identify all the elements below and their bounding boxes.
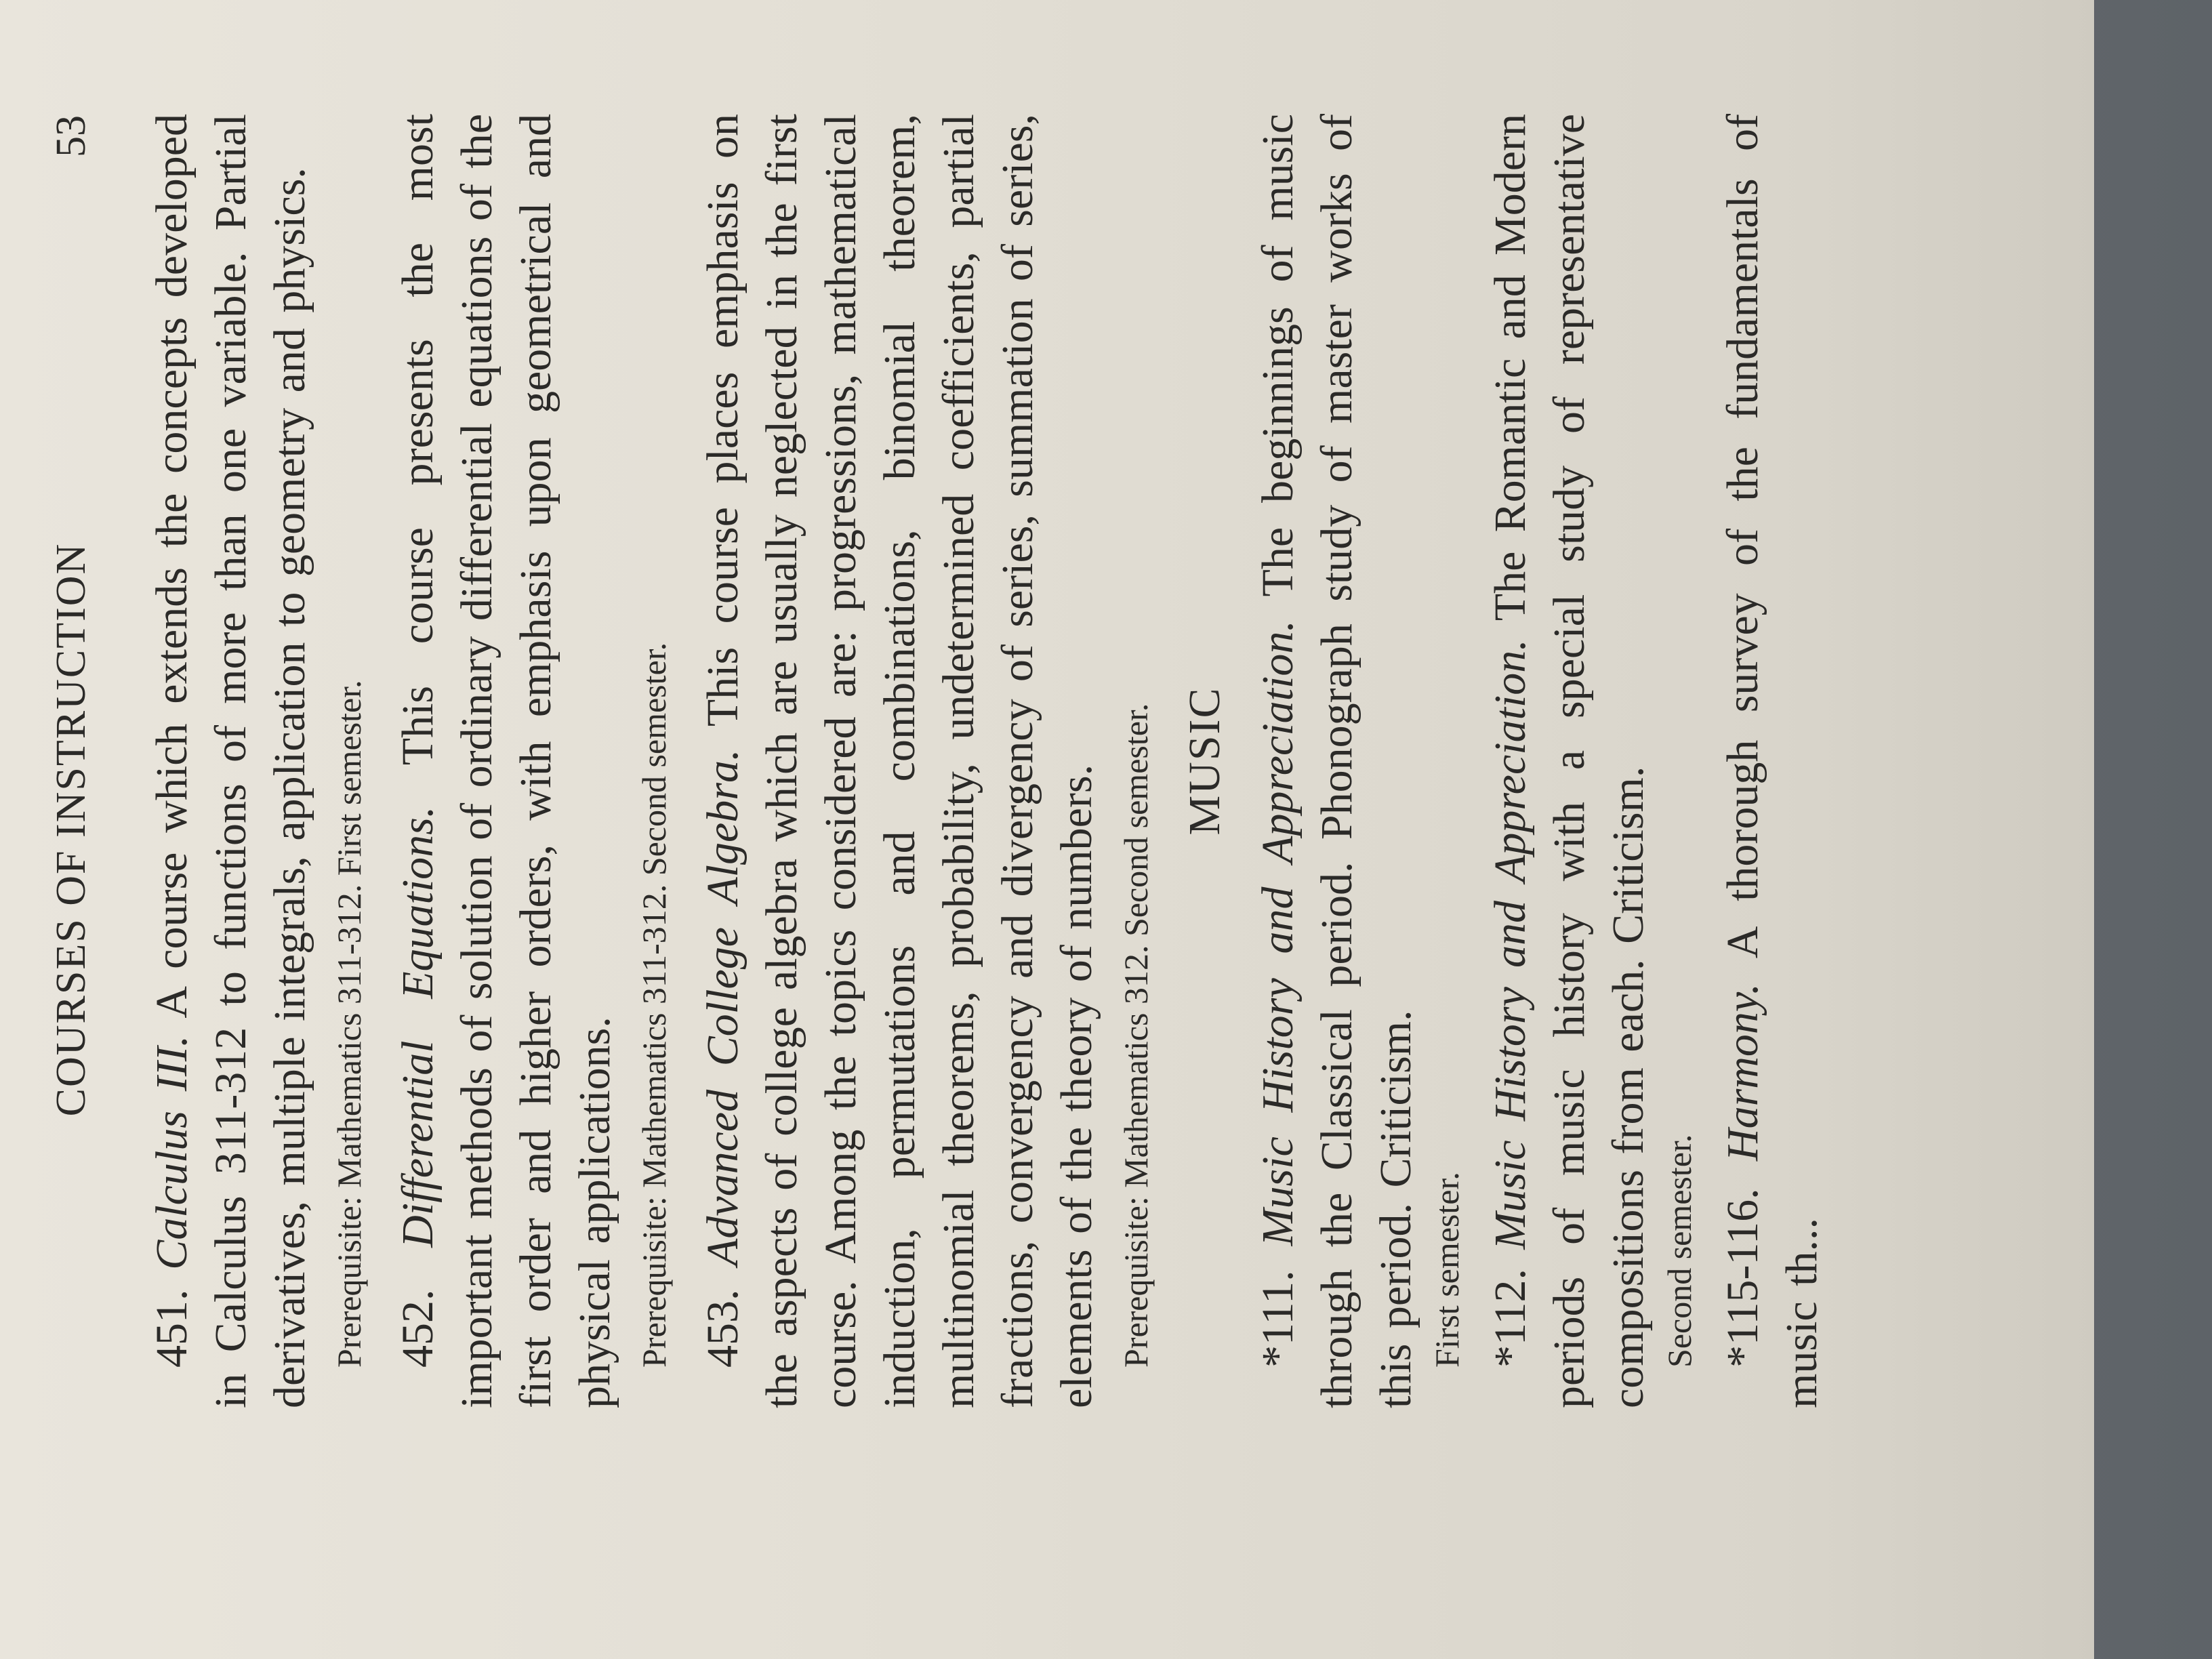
section-heading-music: MUSIC [1180, 687, 1229, 836]
course-title: Calculus III. [147, 1035, 197, 1270]
course-number: *112. [1486, 1268, 1535, 1368]
course-title: Harmony. [1718, 983, 1767, 1162]
course-title: Music History and Appreciation. [1486, 639, 1535, 1250]
course-title: Differential Equations. [393, 806, 443, 1248]
music-112-paragraph [1481, 114, 1658, 1408]
course-451-paragraph [142, 114, 319, 1408]
course-number: *115-116. [1718, 1188, 1767, 1368]
course-prerequisite: Prerequisite: Mathematics 311-312. First semester. [330, 680, 368, 1368]
course-description: This course presents the most important methods of solution of ordinary differential equations of the first order and higher orders, with emphasis upon geometrical and physical applications. [393, 114, 619, 1408]
course-title: Advanced College Algebra. [698, 749, 747, 1266]
course-description: A thorough survey of the fundamentals of music th... [1718, 113, 1826, 1408]
course-number: 452. [393, 1289, 443, 1368]
course-title: Music History and Appreciation. [1253, 620, 1303, 1246]
course-description: This course places emphasis on the aspects of college algebra which are usually neglected in the first course. Among the topics considered are: progressions, mathematical induction, permutations and combinations, binomial theorem, multinomial theorems, probability, undetermined coefficients, partial fractions, convergency and divergency of series, summation of series, elements of the theory of numbers. [698, 113, 1101, 1408]
music-111-paragraph [1248, 114, 1425, 1408]
course-number: 451. [147, 1289, 197, 1368]
course-number: 453. [698, 1289, 747, 1368]
course-semester: Second semester. [1660, 1134, 1698, 1368]
running-header [47, 0, 102, 1659]
course-prerequisite: Prerequisite: Mathematics 311-312. Second semester. [635, 642, 673, 1368]
music-115-116-paragraph [1713, 114, 1831, 1408]
page-body [142, 114, 1831, 1408]
course-description: The beginnings of music through the Classical period. Phonograph study of master works of this period. Criticism. [1253, 114, 1420, 1408]
page-number: 53 [48, 115, 94, 157]
course-description: The Romantic and Modern periods of music history with a special study of representative compositions from each. Criticism. [1486, 114, 1653, 1408]
running-title: COURSES OF INSTRUCTION [48, 542, 94, 1117]
course-453-paragraph [693, 114, 1106, 1408]
course-prerequisite: Prerequisite: Mathematics 312. Second semester. [1117, 703, 1155, 1368]
course-number: *111. [1253, 1270, 1303, 1368]
course-description: A course which extends the concepts developed in Calculus 311-312 to functions of more than one variable. Partial derivatives, multiple integrals, application to geometry and physics. [147, 113, 314, 1408]
course-452-paragraph [388, 114, 624, 1408]
course-semester: First semester. [1428, 1172, 1466, 1368]
